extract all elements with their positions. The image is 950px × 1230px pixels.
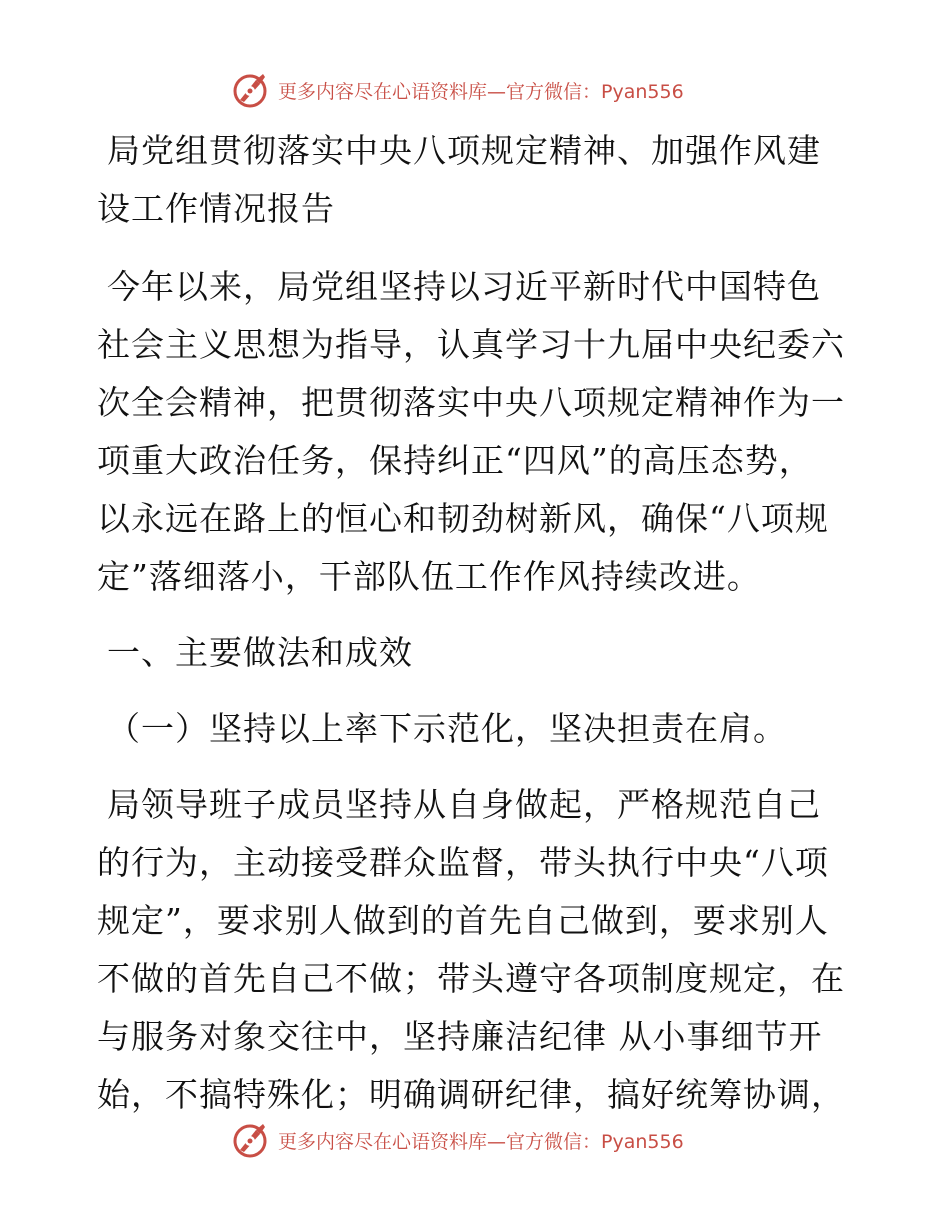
- watermark-suffix: 官方微信：Pyan556: [506, 1130, 684, 1153]
- title-line-2: 设工作情况报告: [97, 189, 335, 228]
- watermark-suffix: 官方微信：Pyan556: [506, 80, 684, 103]
- section-heading: 一、主要做法和成效: [107, 633, 413, 672]
- quill-pen-logo-icon: [230, 70, 270, 110]
- watermark-text: [278, 1127, 684, 1154]
- body-line: 不做的首先自己不做；带头遵守各项制度规定，在: [97, 959, 845, 998]
- subsection-heading: （一）坚持以上率下示范化，坚决担责在肩。: [107, 709, 787, 748]
- watermark-separator: —: [487, 1130, 507, 1153]
- document-body: [97, 122, 857, 1124]
- intro-line: 项重大政治任务，保持纠正“四风”的高压态势，: [97, 441, 813, 480]
- body-paragraph: [97, 776, 857, 1124]
- quill-pen-logo-icon: [230, 1120, 270, 1160]
- intro-line: 定”落细落小，干部队伍工作作风持续改进。: [97, 557, 761, 596]
- watermark-main-text: 更多内容尽在心语资料库: [278, 1130, 488, 1153]
- document-title: [97, 122, 857, 238]
- body-line: 始，不搞特殊化；明确调研纪律，搞好统筹协调，: [97, 1075, 845, 1114]
- watermark-banner-bottom: [230, 1118, 750, 1162]
- body-line: 规定”，要求别人做到的首先自己做到，要求别人: [97, 901, 829, 940]
- intro-line: 以永远在路上的恒心和韧劲树新风，确保“八项规: [97, 499, 829, 538]
- intro-line: 社会主义思想为指导，认真学习十九届中央纪委六: [97, 325, 845, 364]
- intro-line: 次全会精神，把贯彻落实中央八项规定精神作为一: [97, 383, 845, 422]
- watermark-main-text: 更多内容尽在心语资料库: [278, 80, 488, 103]
- watermark-banner-top: [230, 68, 750, 112]
- body-line: 的行为，主动接受群众监督，带头执行中央“八项: [97, 843, 829, 882]
- title-line-1: 局党组贯彻落实中央八项规定精神、加强作风建: [107, 131, 821, 170]
- intro-paragraph: [97, 258, 857, 606]
- watermark-separator: —: [487, 80, 507, 103]
- body-line: 局领导班子成员坚持从自身做起，严格规范自己: [107, 785, 821, 824]
- intro-line: 今年以来，局党组坚持以习近平新时代中国特色: [107, 267, 821, 306]
- watermark-text: [278, 77, 684, 104]
- body-line: 与服务对象交往中，坚持廉洁纪律 从小事细节开: [97, 1017, 823, 1056]
